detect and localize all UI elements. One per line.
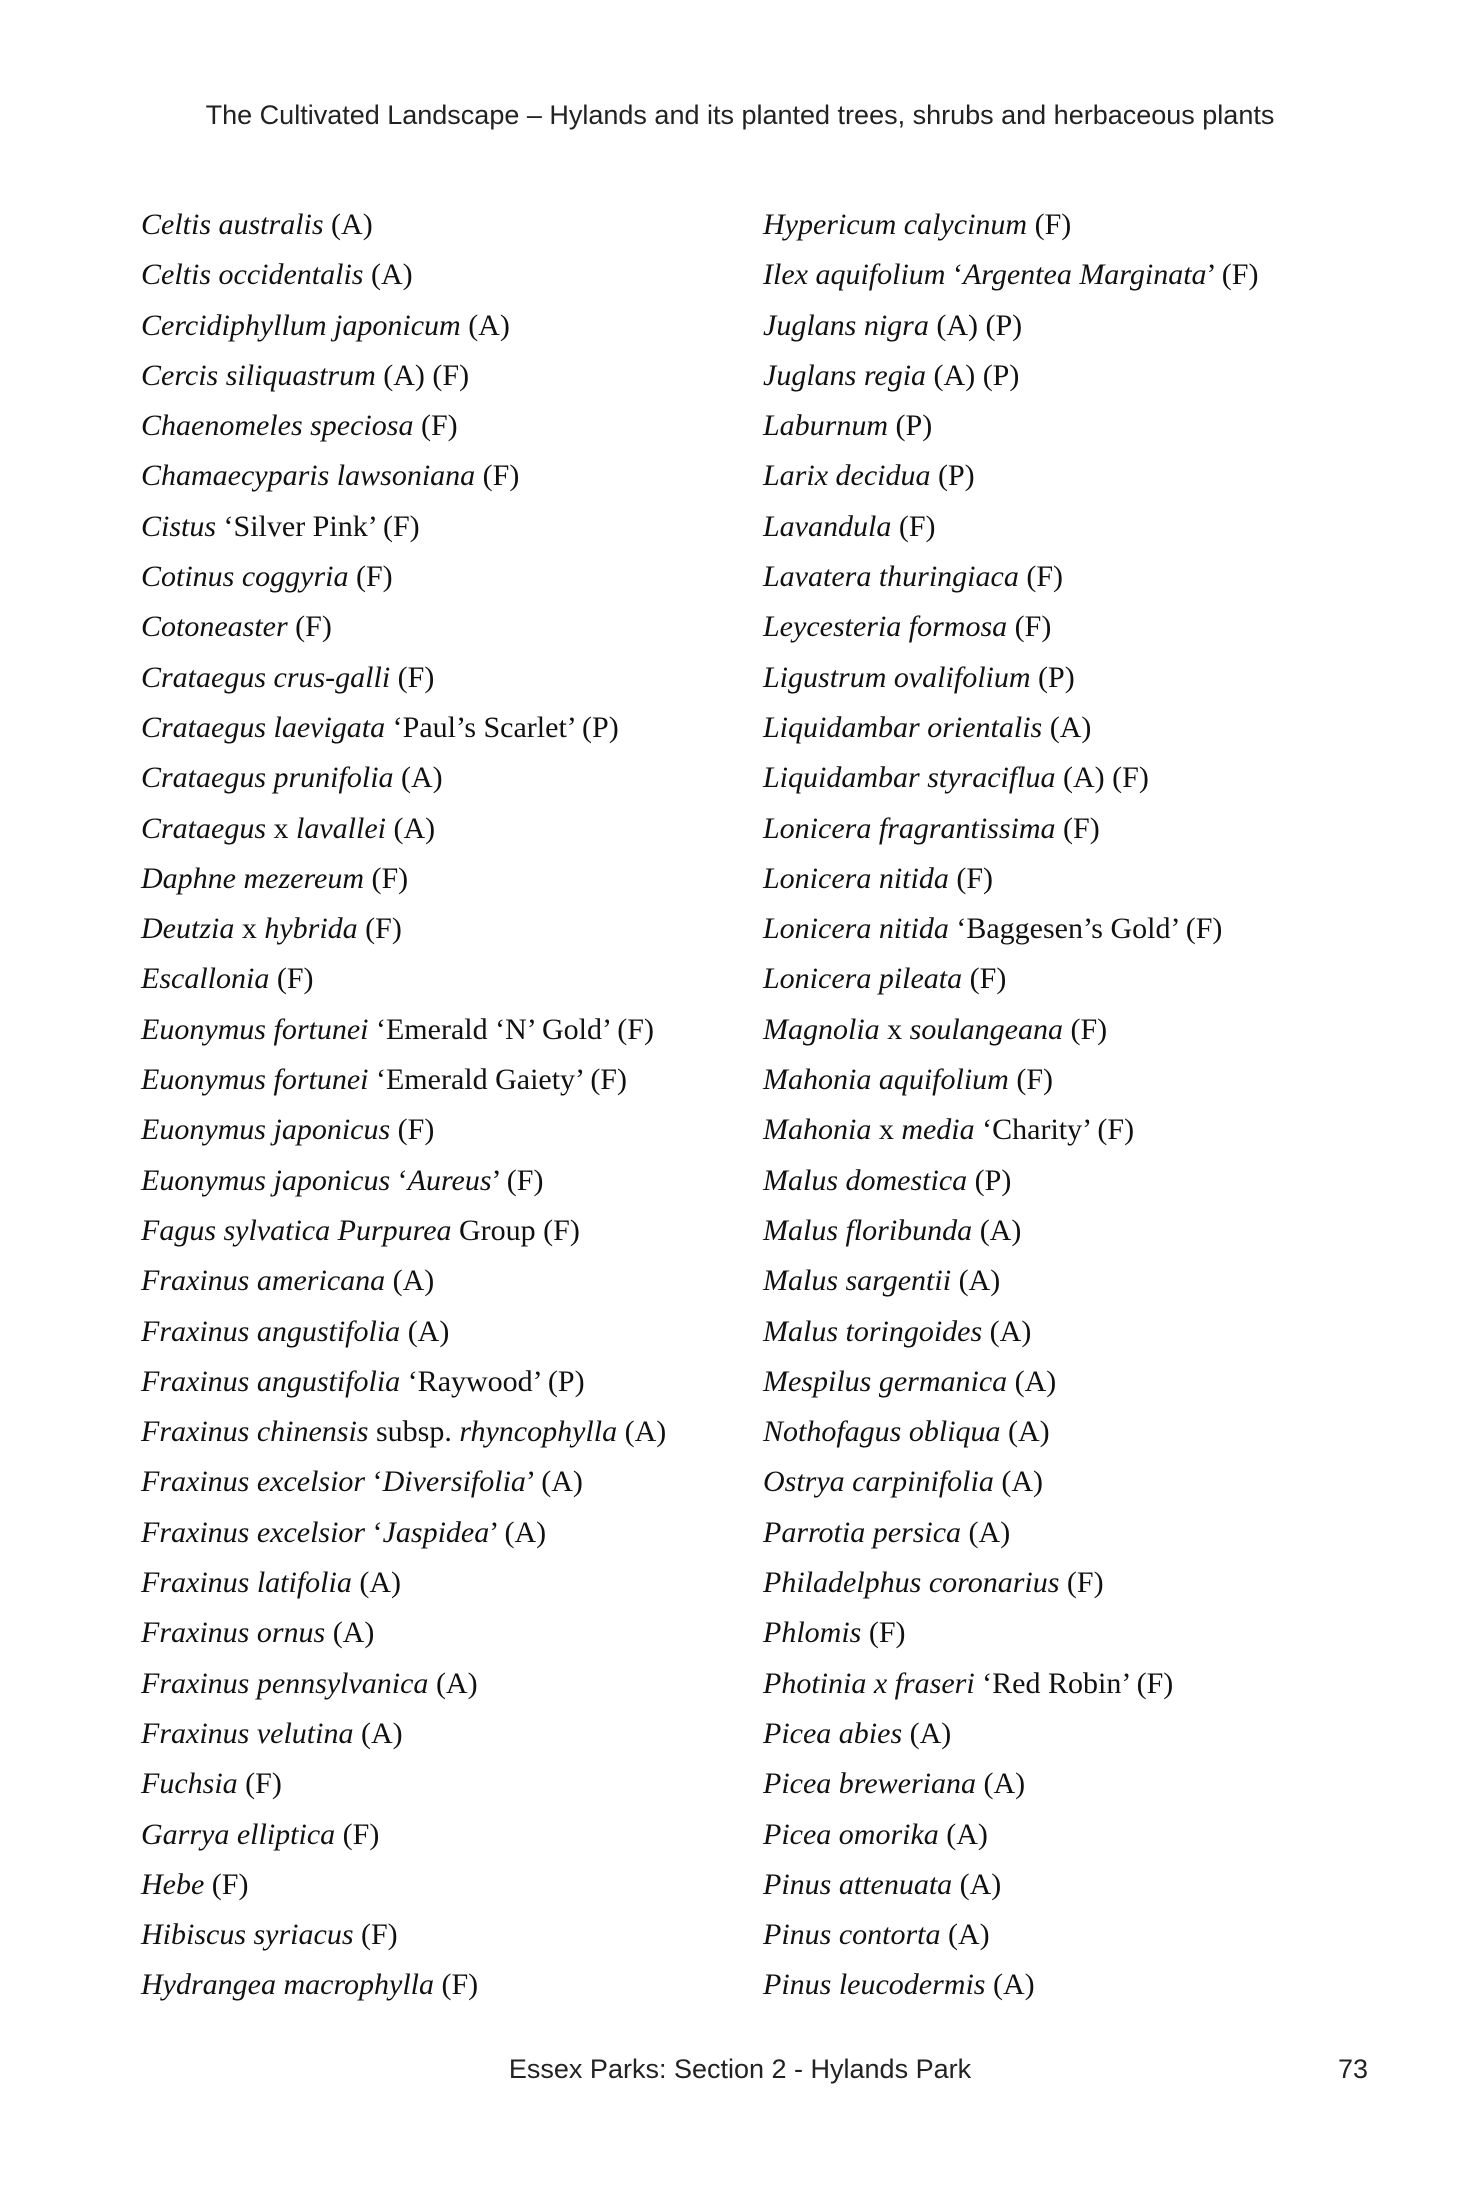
plant-entry bbox=[763, 1608, 1258, 1658]
plant-entry bbox=[763, 854, 1258, 904]
plant-name-italic: Chaenomeles speciosa bbox=[141, 409, 414, 443]
plant-entry bbox=[141, 502, 666, 552]
plant-name-roman: (A) bbox=[385, 1264, 435, 1298]
plant-name-italic: Fraxinus chinensis bbox=[141, 1415, 369, 1449]
plant-name-italic: Malus floribunda bbox=[763, 1213, 973, 1247]
plant-entry bbox=[763, 753, 1258, 803]
plant-entry bbox=[141, 1508, 666, 1558]
plant-name-italic: Juglans regia bbox=[763, 358, 927, 392]
plant-name-italic: Ostrya carpinifolia bbox=[763, 1465, 994, 1499]
plant-entry bbox=[763, 1005, 1258, 1055]
plant-name-roman: ‘ bbox=[365, 1515, 383, 1549]
plant-entry bbox=[141, 1558, 666, 1608]
plant-name-roman: (F) bbox=[962, 962, 1007, 996]
plant-entry bbox=[141, 200, 666, 250]
plant-name-italic: Lonicera pileata bbox=[763, 962, 963, 996]
plant-entry bbox=[141, 653, 666, 703]
plant-name-roman: (A) bbox=[938, 1817, 988, 1851]
plant-name-roman: (F) bbox=[475, 459, 520, 493]
plant-name-roman: (F) bbox=[348, 560, 393, 594]
plant-name-italic: Euonymus fortunei bbox=[141, 1012, 369, 1046]
plant-name-italic: Lavatera thuringiaca bbox=[763, 560, 1019, 594]
plant-name-italic: Pinus attenuata bbox=[763, 1867, 953, 1901]
plant-name-roman: x bbox=[871, 1113, 902, 1147]
plant-name-roman: (A) bbox=[902, 1716, 952, 1750]
plant-name-italic: Celtis australis bbox=[141, 208, 324, 241]
plant-entry bbox=[763, 703, 1258, 753]
plant-name-italic: Garrya elliptica bbox=[141, 1817, 336, 1851]
plant-name-italic: Argentea Marginata bbox=[962, 258, 1207, 292]
plant-entry bbox=[763, 1960, 1258, 2010]
plant-entry bbox=[763, 451, 1258, 501]
plant-name-roman: (A) bbox=[993, 1465, 1043, 1499]
plant-name-roman: (A) bbox=[386, 811, 436, 845]
plant-name-roman: (F) bbox=[237, 1767, 282, 1801]
plant-entry bbox=[141, 954, 666, 1004]
plant-entry bbox=[763, 1307, 1258, 1357]
plant-name-roman: (A) bbox=[982, 1314, 1032, 1348]
plant-name-italic: Fraxinus ornus bbox=[141, 1616, 326, 1650]
plant-entry bbox=[763, 301, 1258, 351]
plant-name-roman: (F) bbox=[364, 861, 409, 895]
plant-entry bbox=[141, 1457, 666, 1507]
plant-entry bbox=[763, 1910, 1258, 1960]
plant-name-roman: ‘Silver Pink’ (F) bbox=[216, 509, 420, 543]
plant-name-roman: ’ (A) bbox=[525, 1465, 583, 1499]
plant-name-italic: Fraxinus pennsylvanica bbox=[141, 1666, 429, 1700]
plant-entry bbox=[763, 250, 1258, 300]
plant-name-roman: Group (F) bbox=[451, 1213, 580, 1247]
plant-name-italic: Philadelphus coronarius bbox=[763, 1566, 1060, 1600]
plant-name-italic: Hebe bbox=[141, 1867, 205, 1901]
plant-name-italic: Fraxinus americana bbox=[141, 1264, 386, 1298]
plant-entry bbox=[763, 1558, 1258, 1608]
plant-entry bbox=[763, 200, 1258, 250]
plant-name-roman: (A) (F) bbox=[375, 358, 470, 392]
plant-name-roman: (F) bbox=[335, 1817, 380, 1851]
plant-entry bbox=[141, 804, 666, 854]
plant-name-italic: Diversifolia bbox=[382, 1465, 526, 1499]
plant-entry bbox=[763, 351, 1258, 401]
plant-name-roman: (A) (F) bbox=[1055, 761, 1149, 795]
plant-name-roman: (A) bbox=[976, 1767, 1026, 1801]
plant-entry bbox=[763, 804, 1258, 854]
plant-entry bbox=[763, 904, 1258, 954]
plant-entry bbox=[141, 1759, 666, 1809]
plant-entry bbox=[141, 904, 666, 954]
plant-name-italic: Parrotia persica bbox=[763, 1515, 962, 1549]
plant-name-italic: Cistus bbox=[141, 509, 217, 543]
plant-name-italic: Hydrangea macrophylla bbox=[141, 1968, 434, 2002]
left-column bbox=[141, 200, 666, 2011]
plant-entry bbox=[763, 1457, 1258, 1507]
plant-entry bbox=[763, 1256, 1258, 1306]
page-footer: Essex Parks: Section 2 - Hylands Park bbox=[508, 2054, 972, 2084]
plant-name-roman: (F) bbox=[413, 409, 458, 443]
plant-name-italic: Deutzia bbox=[141, 912, 235, 946]
plant-name-roman: (A) bbox=[1042, 710, 1092, 744]
plant-name-roman: (F) bbox=[357, 912, 402, 946]
plant-entry bbox=[141, 854, 666, 904]
plant-entry bbox=[763, 1659, 1258, 1709]
plant-entry bbox=[141, 1709, 666, 1759]
plant-name-italic: Fraxinus angustifolia bbox=[141, 1364, 401, 1398]
plant-name-italic: Mahonia aquifolium bbox=[763, 1063, 1009, 1097]
plant-entry bbox=[763, 1759, 1258, 1809]
plant-name-roman: (A) bbox=[961, 1515, 1011, 1549]
plant-name-roman: (F) bbox=[434, 1968, 479, 2002]
plant-entry bbox=[763, 1860, 1258, 1910]
plant-name-italic: Cotinus coggyria bbox=[141, 560, 349, 594]
plant-name-italic: Euonymus fortunei bbox=[141, 1063, 369, 1097]
plant-name-italic: Phlomis bbox=[763, 1616, 862, 1650]
plant-name-roman: (A) bbox=[952, 1867, 1002, 1901]
plant-name-roman: (F) bbox=[1008, 1063, 1054, 1097]
plant-entry bbox=[141, 552, 666, 602]
plant-entry bbox=[141, 1910, 666, 1960]
plant-name-italic: Liquidambar styraciflua bbox=[763, 761, 1056, 795]
plant-name-roman: (P) bbox=[1030, 660, 1075, 694]
plant-name-roman: (F) bbox=[269, 962, 314, 996]
plant-entry bbox=[141, 1608, 666, 1658]
plant-entry bbox=[141, 1156, 666, 1206]
plant-name-italic: Mahonia bbox=[763, 1113, 872, 1147]
plant-name-italic: Lonicera fragrantissima bbox=[763, 811, 1056, 845]
plant-name-roman: (A) bbox=[400, 1314, 450, 1348]
plant-name-italic: Daphne mezereum bbox=[141, 861, 364, 895]
plant-name-italic: Lonicera nitida bbox=[763, 861, 949, 895]
plant-name-roman: (F) bbox=[1007, 610, 1052, 644]
plant-name-italic: Malus toringoides bbox=[763, 1314, 983, 1348]
plant-entry bbox=[763, 1709, 1258, 1759]
plant-name-roman: (A) bbox=[428, 1666, 478, 1700]
plant-name-roman: ‘Paul’s Scarlet’ (P) bbox=[385, 710, 619, 744]
plant-name-italic: Celtis occidentalis bbox=[141, 258, 364, 292]
plant-entry bbox=[141, 250, 666, 300]
plant-name-roman: x bbox=[266, 811, 297, 845]
plant-name-italic: Ligustrum ovalifolium bbox=[763, 660, 1031, 694]
plant-entry bbox=[763, 653, 1258, 703]
plant-name-italic: Euonymus japonicus bbox=[141, 1113, 391, 1147]
plant-entry bbox=[141, 1860, 666, 1910]
plant-entry bbox=[141, 703, 666, 753]
plant-entry bbox=[763, 954, 1258, 1004]
plant-name-roman: ‘ bbox=[365, 1465, 383, 1499]
plant-entry bbox=[763, 552, 1258, 602]
plant-name-italic: Fuchsia bbox=[141, 1767, 238, 1801]
plant-entry bbox=[141, 1357, 666, 1407]
plant-name-roman: (F) bbox=[204, 1867, 249, 1901]
plant-name-roman: x bbox=[234, 912, 265, 946]
plant-name-roman: ‘Raywood’ (P) bbox=[400, 1364, 585, 1398]
plant-name-italic: Fraxinus angustifolia bbox=[141, 1314, 401, 1348]
plant-name-italic: Crataegus laevigata bbox=[141, 710, 386, 744]
plant-name-roman: (A) bbox=[1000, 1415, 1050, 1449]
plant-entry bbox=[141, 1810, 666, 1860]
plant-name-italic: Cotoneaster bbox=[141, 610, 288, 644]
plant-name-roman: x bbox=[879, 1012, 910, 1046]
page-number: 73 bbox=[1338, 2054, 1369, 2084]
plant-name-roman: ’ (F) bbox=[491, 1163, 544, 1197]
plant-name-roman: (F) bbox=[861, 1616, 906, 1650]
plant-name-italic: Cercis siliquastrum bbox=[141, 358, 376, 392]
plant-entry bbox=[141, 1407, 666, 1457]
plant-name-italic: Crataegus crus-galli bbox=[141, 660, 391, 694]
plant-name-italic: Crataegus bbox=[141, 811, 267, 845]
plant-name-roman: (F) bbox=[1055, 811, 1100, 845]
plant-name-italic: Magnolia bbox=[763, 1012, 880, 1046]
plant-name-roman: (A) bbox=[323, 208, 373, 241]
plant-name-roman: (F) bbox=[390, 1113, 435, 1147]
plant-entry bbox=[763, 602, 1258, 652]
plant-name-roman: (A) bbox=[972, 1213, 1022, 1247]
plant-name-roman: (F) bbox=[1018, 560, 1063, 594]
plant-name-roman: (F) bbox=[1063, 1012, 1108, 1046]
plant-name-roman: (P) bbox=[967, 1163, 1012, 1197]
plant-entry bbox=[763, 401, 1258, 451]
plant-name-italic: Hibiscus syriacus bbox=[141, 1918, 354, 1952]
plant-name-italic: Fraxinus velutina bbox=[141, 1716, 354, 1750]
plant-entry bbox=[141, 301, 666, 351]
plant-entry bbox=[141, 1659, 666, 1709]
plant-entry bbox=[763, 1105, 1258, 1155]
plant-name-italic: Hypericum calycinum bbox=[763, 208, 1028, 241]
plant-entry bbox=[141, 1055, 666, 1105]
plant-entry bbox=[763, 1810, 1258, 1860]
plant-name-italic: rhyncophylla bbox=[459, 1415, 618, 1449]
plant-name-italic: hybrida bbox=[264, 912, 358, 946]
plant-entry bbox=[763, 1206, 1258, 1256]
plant-name-italic: Picea breweriana bbox=[763, 1767, 977, 1801]
plant-name-italic: Larix decidua bbox=[763, 459, 931, 493]
plant-name-roman: (F) bbox=[1059, 1566, 1104, 1600]
plant-name-roman: ’ (A) bbox=[489, 1515, 547, 1549]
plant-name-roman: (F) bbox=[948, 861, 994, 895]
plant-name-italic: media bbox=[901, 1113, 975, 1147]
plant-name-roman: (F) bbox=[1027, 208, 1072, 241]
plant-name-roman: (F) bbox=[353, 1918, 398, 1952]
plant-entry bbox=[141, 1960, 666, 2010]
plant-name-italic: Lonicera nitida bbox=[763, 912, 949, 946]
plant-entry bbox=[141, 401, 666, 451]
plant-name-italic: soulangeana bbox=[909, 1012, 1063, 1046]
plant-name-italic: Leycesteria formosa bbox=[763, 610, 1008, 644]
plant-name-roman: (A) (P) bbox=[926, 358, 1020, 392]
plant-name-roman: (F) bbox=[390, 660, 435, 694]
plant-name-italic: Pinus contorta bbox=[763, 1918, 941, 1952]
plant-entry bbox=[141, 351, 666, 401]
plant-entry bbox=[763, 1055, 1258, 1105]
plant-name-roman: ‘Baggesen’s Gold’ (F) bbox=[948, 912, 1223, 946]
plant-name-italic: Ilex aquifolium bbox=[763, 258, 946, 292]
plant-name-italic: Fagus sylvatica Purpurea bbox=[141, 1213, 452, 1247]
plant-name-roman: (A) bbox=[985, 1968, 1035, 2002]
plant-name-roman: ‘ bbox=[390, 1163, 408, 1197]
plant-name-italic: Photinia x fraseri bbox=[763, 1666, 975, 1700]
plant-entry bbox=[141, 1256, 666, 1306]
plant-name-italic: lavallei bbox=[296, 811, 386, 845]
plant-name-roman: (A) bbox=[460, 308, 510, 342]
plant-name-italic: Mespilus germanica bbox=[763, 1364, 1008, 1398]
plant-name-italic: Lavandula bbox=[763, 509, 892, 543]
plant-name-roman: (A) bbox=[353, 1716, 403, 1750]
plant-name-roman: (A) bbox=[940, 1918, 990, 1952]
plant-name-roman: (A) (P) bbox=[928, 308, 1023, 342]
plant-entry bbox=[141, 753, 666, 803]
plant-entry bbox=[763, 1156, 1258, 1206]
plant-name-roman: (A) bbox=[393, 761, 443, 795]
plant-entry bbox=[141, 602, 666, 652]
plant-name-italic: Fraxinus latifolia bbox=[141, 1566, 352, 1600]
plant-entry bbox=[141, 1005, 666, 1055]
plant-name-italic: Picea abies bbox=[763, 1716, 903, 1750]
plant-entry bbox=[763, 1508, 1258, 1558]
plant-entry bbox=[141, 1105, 666, 1155]
plant-entry bbox=[141, 1206, 666, 1256]
plant-name-italic: Aureus bbox=[407, 1163, 492, 1197]
plant-name-italic: Juglans nigra bbox=[763, 308, 929, 342]
plant-name-italic: Cercidiphyllum japonicum bbox=[141, 308, 461, 342]
plant-name-roman: (A) bbox=[363, 258, 413, 292]
plant-entry bbox=[141, 451, 666, 501]
plant-name-roman: ‘Red Robin’ (F) bbox=[974, 1666, 1174, 1700]
plant-name-roman: (A) bbox=[325, 1616, 375, 1650]
page-header: The Cultivated Landscape – Hylands and its planted trees, shrubs and herbaceous plants bbox=[205, 100, 1275, 130]
plant-name-roman: (P) bbox=[930, 459, 975, 493]
plant-name-roman: (A) bbox=[617, 1415, 667, 1449]
plant-name-roman: ‘Charity’ (F) bbox=[974, 1113, 1135, 1147]
plant-entry bbox=[763, 1357, 1258, 1407]
plant-name-italic: Fraxinus excelsior bbox=[141, 1515, 366, 1549]
plant-name-roman: (A) bbox=[951, 1264, 1001, 1298]
plant-name-italic: Malus sargentii bbox=[763, 1264, 952, 1298]
plant-name-italic: Liquidambar orientalis bbox=[763, 710, 1043, 744]
plant-name-italic: Picea omorika bbox=[763, 1817, 939, 1851]
plant-name-roman: ‘Emerald Gaiety’ (F) bbox=[368, 1063, 627, 1097]
plant-name-roman: ’ (F) bbox=[1206, 258, 1259, 292]
plant-name-roman: (F) bbox=[287, 610, 332, 644]
plant-name-roman: (P) bbox=[888, 409, 933, 443]
plant-name-italic: Crataegus prunifolia bbox=[141, 761, 394, 795]
plant-entry bbox=[141, 1307, 666, 1357]
plant-name-roman: (A) bbox=[351, 1566, 401, 1600]
plant-name-italic: Nothofagus obliqua bbox=[763, 1415, 1001, 1449]
plant-name-italic: Laburnum bbox=[763, 409, 889, 443]
plant-name-italic: Pinus leucodermis bbox=[763, 1968, 986, 2002]
plant-name-roman: (F) bbox=[891, 509, 936, 543]
plant-entry bbox=[763, 502, 1258, 552]
plant-name-italic: Jaspidea bbox=[382, 1515, 490, 1549]
plant-name-italic: Fraxinus excelsior bbox=[141, 1465, 366, 1499]
plant-name-italic: Chamaecyparis lawsoniana bbox=[141, 459, 476, 493]
plant-name-roman: ‘Emerald ‘N’ Gold’ (F) bbox=[368, 1012, 654, 1046]
plant-name-roman: (A) bbox=[1007, 1364, 1057, 1398]
right-column bbox=[763, 200, 1258, 2011]
plant-name-roman: subsp. bbox=[368, 1415, 460, 1449]
plant-name-italic: Escallonia bbox=[141, 962, 270, 996]
plant-entry bbox=[763, 1407, 1258, 1457]
plant-name-italic: Euonymus japonicus bbox=[141, 1163, 391, 1197]
plant-name-italic: Malus domestica bbox=[763, 1163, 968, 1197]
plant-name-roman: ‘ bbox=[945, 258, 963, 292]
